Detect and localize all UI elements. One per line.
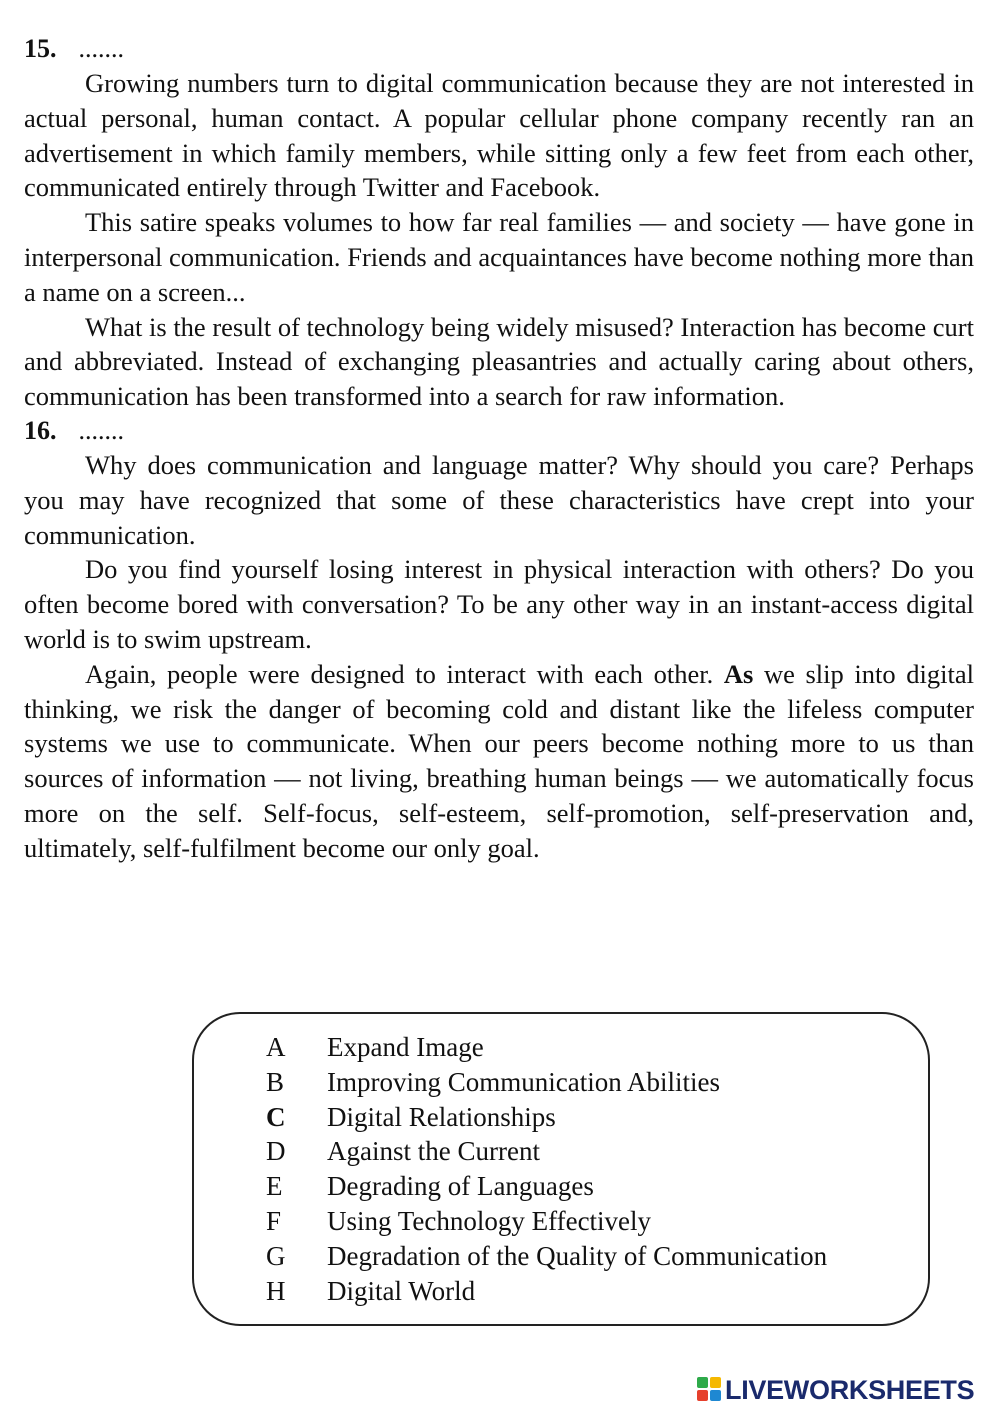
option-letter: D — [266, 1136, 286, 1167]
question-15-number: 15. — [24, 34, 57, 63]
logo-square-4 — [710, 1390, 721, 1401]
paragraph: Why does communication and language matter? Why should you care? Perhaps you may have recognized that some of these characteristics have crept into your communication. — [24, 449, 974, 550]
paragraph: This satire speaks volumes to how far real families — and society — have gone in interpersonal communication. Friends and acquaintances have become nothing more than a name on a screen... — [24, 207, 974, 307]
question-16-blank[interactable]: ....... — [78, 415, 124, 445]
option-text: Expand Image — [327, 1032, 484, 1062]
paragraph-text-end: we slip into digital thinking, we risk the danger of becoming cold and distant like the lifeless computer systems we use to communicate. When our peers become nothing more to us than sources of information — not living, breathing human beings — we automatically focus more on the self. Self-focus, self-esteem, self-promotion, self-preservation and, ultimately, self-fulfilment become our only goal. — [24, 658, 975, 863]
paragraph — [24, 657, 974, 866]
options-list — [266, 1030, 827, 1308]
question-16-header — [24, 414, 974, 448]
option-f — [266, 1204, 827, 1239]
question-16-number: 16. — [24, 415, 57, 445]
paragraph-text-start: Again, people were designed to interact with each other. — [85, 658, 724, 689]
option-letter: F — [266, 1205, 282, 1236]
paragraph: What is the result of technology being widely misused? Interaction has become curt and abbreviated. Instead of exchanging pleasantries and actually caring about others, communication has been transformed into a search for raw information. — [24, 311, 974, 412]
option-text: Digital World — [327, 1275, 476, 1306]
option-g — [266, 1239, 827, 1274]
option-a — [266, 1030, 827, 1065]
question-15-blank[interactable]: ....... — [78, 34, 124, 63]
option-letter: H — [266, 1275, 286, 1306]
option-d — [266, 1134, 827, 1169]
option-letter: C — [266, 1101, 286, 1132]
option-letter: A — [266, 1032, 286, 1062]
option-text: Degrading of Languages — [327, 1171, 594, 1202]
paragraph: Do you find yourself losing interest in physical interaction with others? Do you often become bored with conversation? To be any other way in an instant-access digital world is to swim upstream. — [24, 554, 974, 654]
option-text: Against the Current — [327, 1136, 540, 1167]
option-h — [266, 1274, 827, 1309]
paragraph: Growing numbers turn to digital communication because they are not interested in actual personal, human contact. A popular cellular phone company recently ran an advertisement in which family members, while sitting only a few feet from each other, communicated entirely through Twitter and Facebook. — [24, 68, 974, 203]
heading-options-box — [192, 1012, 930, 1326]
option-text: Degradation of the Quality of Communication — [327, 1240, 828, 1271]
option-c — [266, 1100, 827, 1135]
option-letter: E — [266, 1171, 283, 1202]
bold-word: As — [723, 658, 754, 689]
worksheet-text — [24, 32, 974, 866]
option-letter: G — [266, 1240, 286, 1271]
option-text: Improving Communication Abilities — [327, 1066, 720, 1097]
liveworksheets-logo[interactable] — [697, 1375, 974, 1405]
logo-square-2 — [710, 1377, 721, 1388]
option-b — [266, 1065, 827, 1100]
logo-text: LIVEWORKSHEETS — [725, 1374, 975, 1405]
option-text: Digital Relationships — [327, 1101, 556, 1132]
logo-square-3 — [697, 1390, 708, 1401]
question-15-header — [24, 32, 974, 66]
option-e — [266, 1169, 827, 1204]
option-text: Using Technology Effectively — [327, 1205, 652, 1236]
option-letter: B — [266, 1066, 285, 1097]
logo-mark-icon — [697, 1377, 723, 1403]
logo-square-1 — [697, 1377, 708, 1388]
